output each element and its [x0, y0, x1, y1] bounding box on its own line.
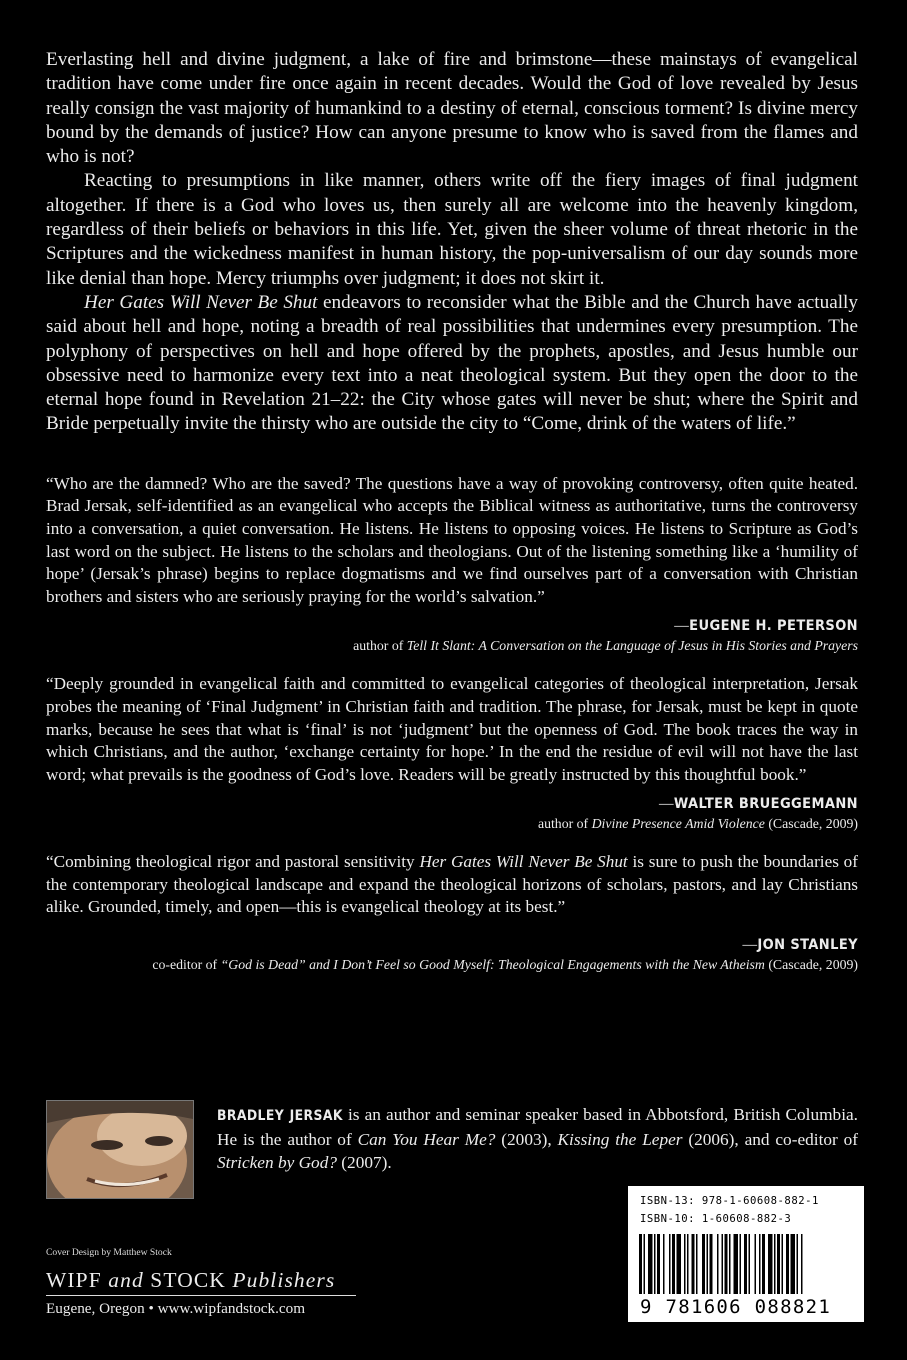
barcode-bar	[657, 1234, 660, 1294]
description-paragraph-2: Reacting to presumptions in like manner, others write off the fiery images of final judgment altogether. If there is a God who loves us, then surely all are welcome into the heavenly kingdom, regardless of their beliefs or behaviors in this life. Yet, given the sheer volume of threat rhetoric in the Scriptures and the wickedness manifest in human history, the pop-universalism of our day sounds more like denial than hope. Mercy triumphs over judgment; it does not skirt it.	[46, 170, 858, 289]
barcode-digits: 9 781606 088821	[640, 1296, 832, 1318]
isbn-barcode	[628, 1186, 864, 1322]
barcode-bars	[639, 1234, 855, 1296]
barcode-bar	[725, 1234, 728, 1294]
description-paragraph-1: Everlasting hell and divine judgment, a lake of fire and brimstone—these mainstays of evangelical tradition have come under fire once again in recent decades. Would the God of love revealed by Jesus really consign the vast majority of humankind to a destiny of eternal, conscious torment? Is divine mercy bound by the demands of justice? How can anyone presume to know who is saved from the flames and who is not?	[46, 49, 858, 168]
barcode-bar	[762, 1234, 765, 1294]
book-description	[46, 48, 858, 437]
barcode-bar	[687, 1234, 689, 1294]
author-section	[46, 1100, 858, 1200]
barcode-bar	[644, 1234, 646, 1294]
endorsement-peterson	[46, 473, 858, 656]
barcode-bar	[717, 1234, 719, 1294]
barcode-bar	[729, 1234, 731, 1294]
barcode-bar	[639, 1234, 642, 1294]
barcode-bar	[692, 1234, 695, 1294]
author-name: BRADLEY JERSAK	[217, 1108, 343, 1124]
barcode-bar	[777, 1234, 780, 1294]
barcode-bar	[744, 1234, 747, 1294]
endorsement-quote: “Deeply grounded in evangelical faith and committed to evangelical categories of theological interpretation, Jersak probes the meaning of ‘Final Judgment’ in Christian faith and tradition. The phrase, for Jersak, must be kept in quote marks, because he sees that what is ‘final’ is not ‘judgment’ but the openness of God. The book traces the way in which Christians, and the author, ‘exchange certainty for hope.’ In the end the residue of evil will not have the last word; what prevails is the goodness of God’s love. Readers will be greatly instructed by this thoughtful book.”	[46, 674, 858, 784]
barcode-bar	[684, 1234, 686, 1294]
endorser-name: —WALTER BRUEGGEMANN	[659, 796, 858, 813]
endorser-role: author of Divine Presence Amid Violence (Cascade, 2009)	[537, 816, 858, 832]
isbn-10: ISBN-10: 1-60608-882-3	[640, 1213, 792, 1225]
publisher-name: WIPF and STOCK Publishers	[46, 1266, 356, 1296]
barcode-bar	[768, 1234, 773, 1294]
barcode-bar	[749, 1234, 751, 1294]
barcode-bar	[702, 1234, 705, 1294]
barcode-bar	[786, 1234, 789, 1294]
barcode-bar	[663, 1234, 665, 1294]
back-cover-content	[46, 48, 858, 992]
endorsements	[46, 473, 858, 974]
cover-design-credit: Cover Design by Matthew Stock	[46, 1247, 172, 1258]
author-bio: BRADLEY JERSAK is an author and seminar speaker based in Abbotsford, British Columbia. He is the author of Can You Hear Me? (2003), Kissing the Leper (2006), and co-editor of Stricken by God? (2007).	[217, 1105, 859, 1173]
barcode-bar	[669, 1234, 671, 1294]
publisher-location: Eugene, Oregon • www.wipfandstock.com	[46, 1300, 306, 1317]
barcode-bar	[672, 1234, 675, 1294]
barcode-bar	[782, 1234, 784, 1294]
isbn-13: ISBN-13: 978-1-60608-882-1	[640, 1195, 819, 1207]
barcode-bar	[740, 1234, 742, 1294]
endorsement-brueggemann	[46, 673, 858, 833]
barcode-bar	[734, 1234, 739, 1294]
author-photo	[46, 1100, 194, 1199]
barcode-bar	[696, 1234, 698, 1294]
endorser-role: co-editor of “God is Dead” and I Don’t Feel so Good Myself: Theological Engagements with the New Atheism (Cascade, 2009)	[152, 957, 858, 973]
barcode-bar	[710, 1234, 713, 1294]
barcode-bar	[791, 1234, 796, 1294]
barcode-bar	[677, 1234, 682, 1294]
endorser-name: —JON STANLEY	[742, 937, 858, 954]
barcode-bar	[797, 1234, 799, 1294]
barcode-bar	[774, 1234, 776, 1294]
endorsement-quote: “Combining theological rigor and pastoral sensitivity Her Gates Will Never Be Shut is sure to push the boundaries of the contemporary theological landscape and expand the theological horizons of scholars, pastors, and lay Christians alike. Grounded, timely, and open—this is evangelical theology at its best.”	[46, 852, 858, 917]
barcode-bar	[654, 1234, 656, 1294]
barcode-bar	[648, 1234, 653, 1294]
book-title: Her Gates Will Never Be Shut	[84, 291, 318, 313]
barcode-bar	[801, 1234, 803, 1294]
description-paragraph-3: Her Gates Will Never Be Shut endeavors to reconsider what the Bible and the Church have actually said about hell and hope, noting a breadth of real possibilities that undermines every presumption. The polyphony of perspectives on hell and hope offered by the prophets, apostles, and Jesus humble our obsessive need to harmonize every text into a neat theological system. But they open the door to the eternal hope found in Revelation 21–22: the City whose gates will never be shut; where the Spirit and Bride perpetually invite the thirsty who are outside the city to “Come, drink of the waters of life.”	[46, 291, 858, 435]
author-photo-image	[47, 1101, 193, 1198]
endorsement-stanley	[46, 851, 858, 974]
barcode-bar	[707, 1234, 709, 1294]
endorsement-quote: “Who are the damned? Who are the saved? The questions have a way of provoking controversy, often quite heated. Brad Jersak, self-identified as an evangelical who accepts the Biblical witness as authoritative, turns the controversy into a conversation, a quiet conversation. He listens. He listens to opposing voices. He listens to Scripture as God’s last word on the subject. He listens to the scholars and theologians. Out of the listening something like a ‘humility of hope’ (Jersak’s phrase) begins to replace dogmatisms and we find ourselves part of a conversation with Christian brothers and sisters who are seriously praying for the world’s salvation.”	[46, 473, 858, 606]
endorser-role: author of Tell It Slant: A Conversation on the Language of Jesus in His Stories and Prayers	[353, 638, 858, 654]
publisher-logo	[46, 1266, 356, 1318]
barcode-bar	[759, 1234, 761, 1294]
barcode-bar	[722, 1234, 724, 1294]
endorser-name: —EUGENE H. PETERSON	[674, 618, 858, 635]
barcode-bar	[755, 1234, 757, 1294]
